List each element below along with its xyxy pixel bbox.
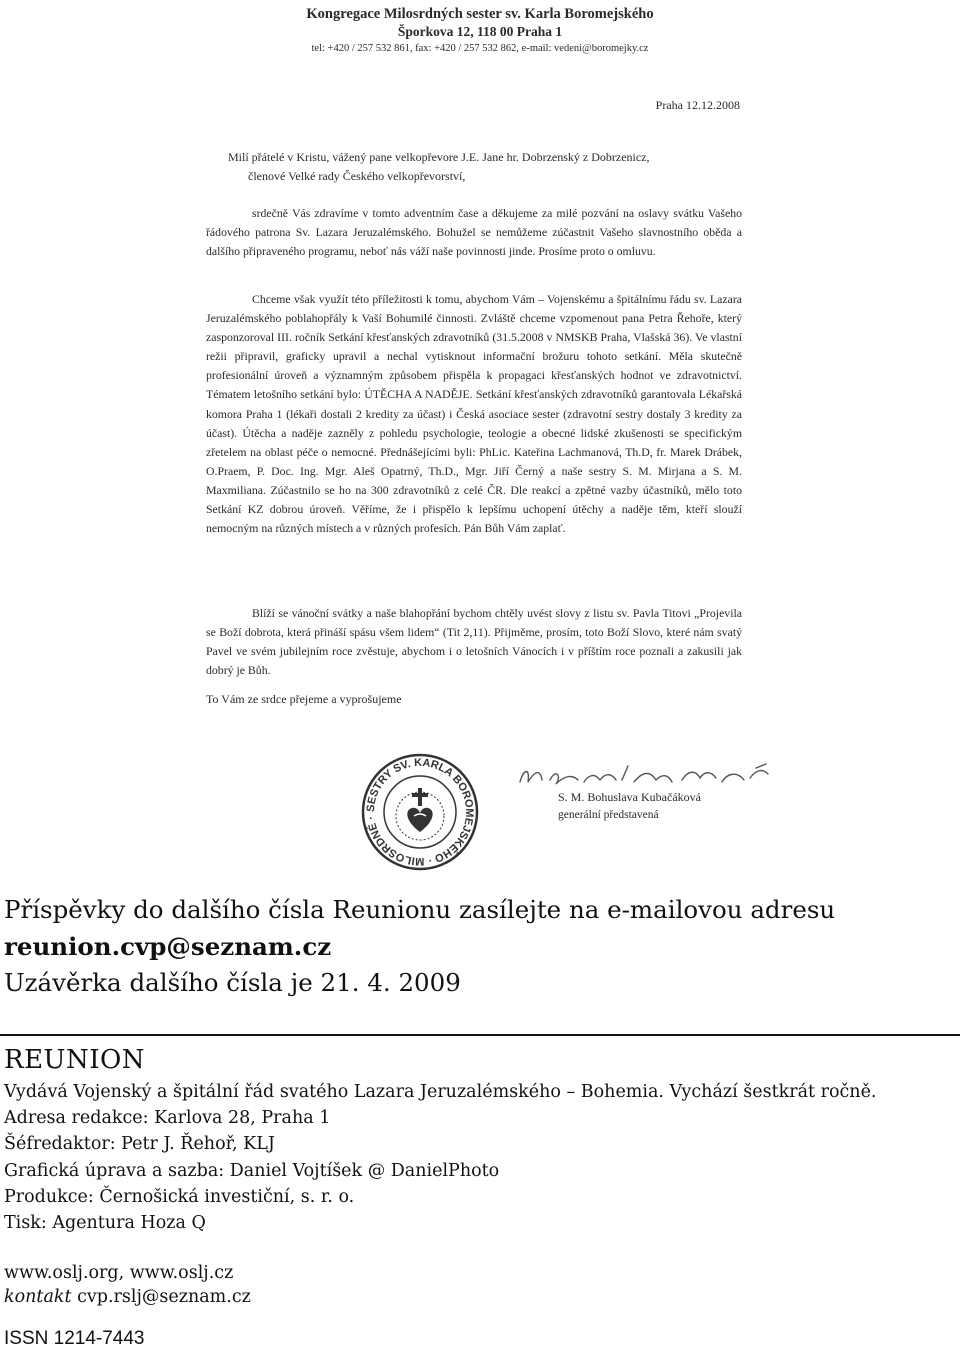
greeting-line-1: Milí přátelé v Kristu, vážený pane velkopřevore J.E. Jane hr. Dobrzenský z Dobrzenicz, (228, 150, 650, 164)
submission-email-link[interactable]: reunion.cvp@seznam.cz (4, 931, 332, 961)
print-credit: Tisk: Agentura Hoza Q (4, 1213, 206, 1234)
letter-date: Praha 12.12.2008 (655, 98, 740, 112)
production-credit: Produkce: Černošická investiční, s. r. o. (4, 1186, 355, 1207)
notice-text: Příspěvky do dalšího čísla Reunionu zasílejte na e-mailovou adresu (4, 895, 836, 924)
submission-notice (4, 892, 835, 1002)
letter-paragraph-2: Chceme však využít této příležitosti k tomu, abychom Vám – Vojenskému a špitálnímu řádu sv. Lazara Jeruzalémského poblahopřály k Vaší Bohumilé činnosti. Zvláště chceme vzpomenout pana Petra Řehoře, který zasponzoroval III. ročník Setkání křesťanských zdravotníků (31.5.2008 v NMSKB Praha, Vlašská 36). Ve vlastní režii připravil, graficky upravil a nechal vytisknout informační brožuru tohoto setkání. Měla skutečně profesionální úroveň a významným způsobem přispěla k propagaci křesťanských hodnot ve zdravotnictví. Tématem letošního setkání bylo: ÚTĚCHA A NADĚJE. Setkání křesťanských zdravotníků garantovala Lékařská komora Praha 1 (lékaři dostali 2 kredity za účast) i Česká asociace sester (zdravotní sestry dostaly 3 kredity za účast). Útěcha a naděje zazněly z pohledu psychologie, teologie a obecné lidské zkušenosti se specifickým zřetelem na oblast péče o nemocné. Přednášejícími byli: PhLic. Kateřina Lachmanová, Th.D, fr. Marek Drábek, O.Praem, P. Doc. Ing. Mgr. Aleš Opatrný, Th.D., Mgr. Jiří Černý a naše sestry S. M. Mirjana a S. M. Maxmiliana. Zúčastnilo se ho na 300 zdravotníků z celé ČR. Dle reakcí a zpětné vazby účastníků, mělo toto Setkání KZ dobrou úroveň. Věříme, že i přispělo k lepšímu uchopení útěchy a naděje těm, kteří slouží nemocným na různých místech a v různých profesích. Pán Bůh Vám zaplať. (206, 292, 742, 536)
letterhead-organization: Kongregace Milosrdných sester sv. Karla Boromejského (306, 6, 654, 22)
letter-paragraph-3: Blíží se vánoční svátky a naše blahopřání bychom chtěly uvést slovy z listu sv. Pavla Titovi „Projevila se Boží dobrota, která přináší spásu všem lidem“ (Tit 2,11). Přijměme, prosím, toto Boží Slovo, které nám svatý Pavel ve svém jubilejním roce zvěstuje, abychom i o letošních Vánocích i v příštím roce poznali a zakusili jak dobrý je Bůh. (206, 606, 742, 678)
signatory-role: generální představená (558, 809, 659, 821)
editorial-address: Adresa redakce: Karlova 28, Praha 1 (4, 1108, 331, 1129)
handwritten-signature (514, 760, 784, 794)
website-links[interactable]: www.oslj.org, www.oslj.cz (4, 1263, 234, 1283)
contact-email-link[interactable]: cvp.rslj@seznam.cz (77, 1287, 251, 1307)
letterhead (260, 6, 700, 57)
greeting-line-2: členové Velké rady Českého velkopřevorství, (248, 169, 466, 183)
congregation-stamp (360, 752, 480, 872)
contact-line (4, 1285, 251, 1309)
letter-closing: To Vám ze srdce přejeme a vyprošujeme (206, 692, 402, 706)
signatory-name: S. M. Bohuslava Kubačáková (558, 790, 701, 804)
letter-greeting (228, 148, 650, 186)
deadline-text: Uzávěrka dalšího čísla je 21. 4. 2009 (4, 968, 461, 997)
masthead (4, 1079, 877, 1236)
issn-number: ISSN 1214-7443 (4, 1328, 145, 1349)
divider (0, 1034, 960, 1036)
letterhead-address: Šporkova 12, 118 00 Praha 1 (397, 24, 563, 39)
letterhead-contacts: tel: +420 / 257 532 861, fax: +420 / 257 532 862, e-mail: vedeni@boromejky.cz (311, 43, 649, 54)
letter-paragraph-1: srdečně Vás zdravíme v tomto adventním čase a děkujeme za milé pozvání na oslavy svátku Vašeho řádového patrona Sv. Lazara Jeruzalémského. Bohužel se nemůžeme zúčastnit Vašeho slavnostního oběda a dalšího připraveného programu, neboť nás váží naše povinnosti jinde. Prosíme proto o omluvu. (206, 206, 742, 259)
contact-label: kontakt (4, 1287, 72, 1307)
heart-cross-emblem-icon (396, 788, 444, 840)
editor-in-chief: Šéfredaktor: Petr J. Řehoř, KLJ (4, 1134, 275, 1155)
masthead-title: REUNION (4, 1045, 146, 1075)
design-credit: Grafická úprava a sazba: Daniel Vojtíšek @ DanielPhoto (4, 1160, 500, 1181)
stamp-text: SESTRY SV. KARLA BOROMEJSKÉHO · MILOSRDNÉ · (364, 756, 476, 868)
svg-text:SESTRY SV. KARLA BOROMEJSKÉHO (365, 757, 475, 867)
contact-block (4, 1261, 251, 1309)
publisher-info: Vydává Vojenský a špitální řád svatého Lazara Jeruzalémského – Bohemia. Vychází šestkrát ročně. (4, 1082, 877, 1102)
